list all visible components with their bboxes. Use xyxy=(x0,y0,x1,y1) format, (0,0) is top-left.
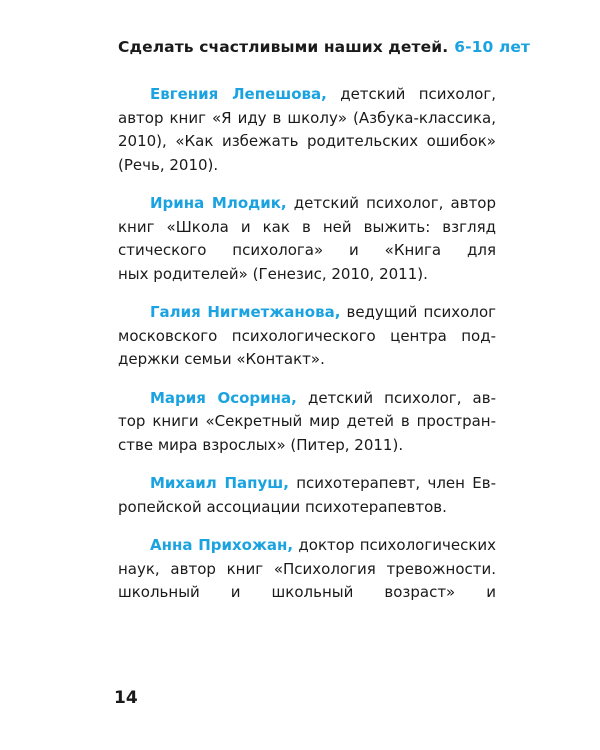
entry-line: держки семьи «Контакт». xyxy=(118,350,325,368)
entry-line: автор книг «Я иду в школу» (Азбука-классика, xyxy=(118,108,496,127)
entry-line: московского психологического центра под- xyxy=(118,326,496,345)
author-entry-lepeshova xyxy=(118,83,496,177)
author-name: Галия Нигметжанова, xyxy=(150,303,341,321)
author-entry-osorina xyxy=(118,387,496,458)
entry-first-line xyxy=(118,301,496,325)
entry-line: тор книги «Секретный мир детей в простран- xyxy=(118,412,496,430)
author-entry-prikhozhan xyxy=(118,534,496,605)
author-name: Анна Прихожан, xyxy=(150,536,294,554)
author-name: Михаил Папуш, xyxy=(150,474,289,492)
entry-text: детский психолог, ав- xyxy=(296,388,496,407)
author-name: Мария Осорина, xyxy=(150,388,297,407)
entry-first-line xyxy=(118,192,496,216)
entry-line: книг «Школа и как в ней выжить: взгляд xyxy=(118,217,496,236)
running-header xyxy=(118,38,530,56)
entry-text: ведущий психолог xyxy=(340,303,496,321)
entry-line: (Речь, 2010). xyxy=(118,155,219,174)
entry-line: наук, автор книг «Психология тревожности. xyxy=(118,559,496,578)
entry-first-line xyxy=(118,472,496,496)
author-list xyxy=(118,83,496,620)
entry-text: детский психолог, автор xyxy=(286,194,496,212)
entry-first-line xyxy=(118,83,496,107)
header-age-range: 6-10 лет xyxy=(454,38,531,56)
entry-line: стического психолога» и «Книга для xyxy=(118,241,496,259)
author-entry-mlodik xyxy=(118,192,496,286)
author-entry-nigmetzhanova xyxy=(118,301,496,372)
author-name: Евгения Лепешова, xyxy=(150,85,327,103)
entry-line: школьный и школьный возраст» и xyxy=(118,583,496,601)
page-number: 14 xyxy=(114,688,138,708)
author-entry-papush xyxy=(118,472,496,519)
author-name: Ирина Млодик, xyxy=(150,194,287,212)
entry-text: детский психолог, xyxy=(326,85,496,103)
entry-line: ропейской ассоциации психотерапевтов. xyxy=(118,497,447,516)
header-title: Сделать счастливыми наших детей. xyxy=(118,38,449,56)
entry-text: психотерапевт, член Ев- xyxy=(288,474,496,492)
entry-first-line xyxy=(118,387,496,411)
entry-line: 2010), «Как избежать родительских ошибок» xyxy=(118,132,496,150)
entry-first-line xyxy=(118,534,496,558)
entry-line: стве мира взрослых» (Питер, 2011). xyxy=(118,435,404,454)
entry-line: ных родителей» (Генезис, 2010, 2011). xyxy=(118,264,428,283)
entry-text: доктор психологических xyxy=(293,536,496,554)
